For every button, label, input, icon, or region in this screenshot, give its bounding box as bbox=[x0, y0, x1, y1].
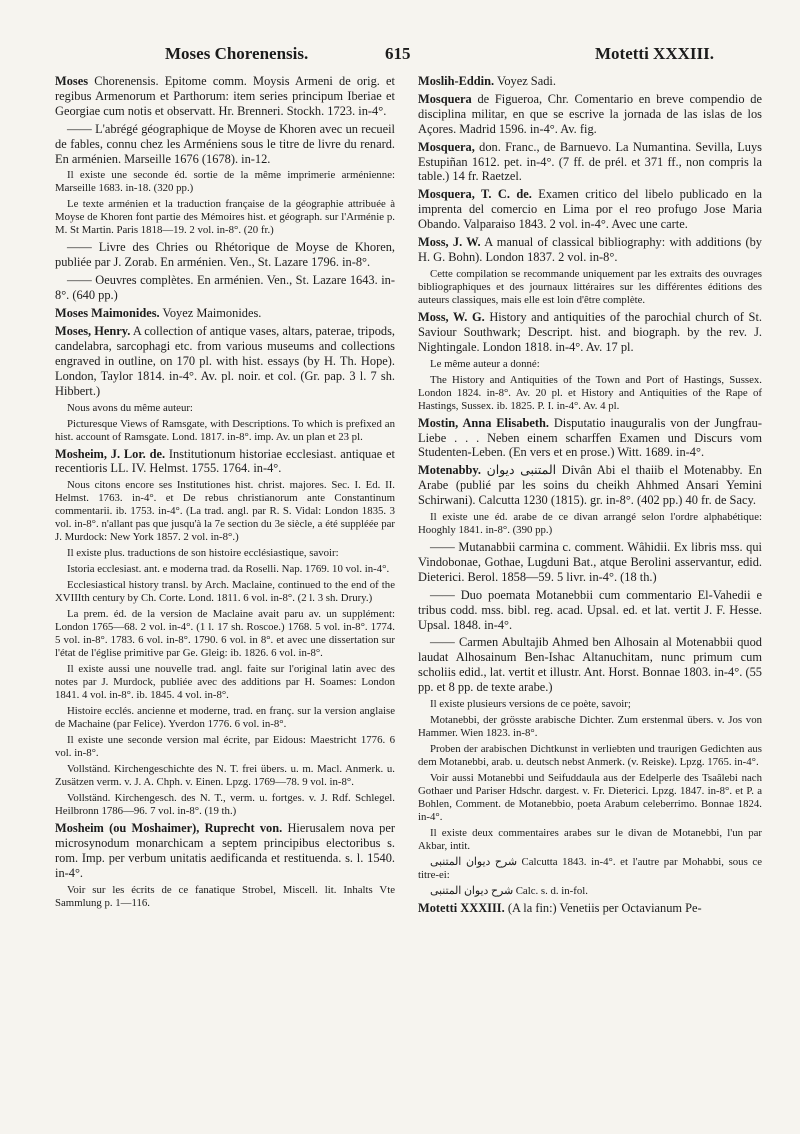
entry-note: Ecclesiastical history transl. by Arch. Maclaine, continued to the end of the XVIIIth century by Ch. Corte. Lond. 1811. 6 vol. in-8°. (2 l. 3 sh. Drury.) bbox=[55, 579, 395, 605]
bibliography-entry bbox=[55, 324, 395, 399]
entry-note: Cette compilation se recommande uniquement par les extraits des ouvrages bibliographiques et des journaux littéraires sur les différentes éditions des auteurs classiques, mais elle est loin d'être complète. bbox=[418, 267, 762, 306]
right-column bbox=[418, 74, 762, 1130]
sub-entry: —— Duo poemata Motanebbii cum commentario El-Vahedii e tribus codd. mss. bibl. reg. acad. Upsal. ed. et lat. vertit J. F. Hesse. Upsal. 1848. in-4°. bbox=[418, 587, 762, 632]
entry-note: Histoire ecclés. ancienne et moderne, trad. en franç. sur la version anglaise de Machaine (par Felice). Yverdon 1776. 6 vol. in-8°. bbox=[55, 705, 395, 731]
entry-text: History and antiquities of the parochial church of St. Saviour Southwark; Descript. hist. and biograph. by the rev. J. Nightingale. London 1818. in-4°. Av. 17 pl. bbox=[418, 309, 762, 354]
entry-text: Chorenensis. Epitome comm. Moysis Armeni de orig. et regibus Armenorum et Parthorum: item series principum Iberiae et Georgiae cum notis et observatt. Hr. Brenneri. Stockh. 1723. in-4°. bbox=[55, 74, 395, 118]
entry-note: Il existe une éd. arabe de ce divan arrangé selon l'ordre alphabétique: Hooghly 1841. in-8°. (390 pp.) bbox=[418, 511, 762, 537]
bibliography-entry bbox=[418, 187, 762, 232]
bibliography-entry bbox=[55, 74, 395, 119]
entry-text: Disputatio inauguralis von der Jungfrau-Liebe . . . Neben einem scharffen Examen und Discurs vom Studenten-Leben. (En vers et en prose.) Witt. 1689. in-4°. bbox=[418, 415, 762, 460]
entry-note: Il existe aussi une nouvelle trad. angl. faite sur l'original latin avec des notes par J. Murdock, publiée avec des additions par H. Soames: London 1841. 4 vol. in-8°. ib. 1845. 4 vol. in-8°. bbox=[55, 663, 395, 702]
entry-text: de Figueroa, Chr. Comentario en breve compendio de disciplina militar, en que se escrive la jornada de las islas de los Açores. Madrid 1596. in-4°. Av. fig. bbox=[418, 91, 762, 136]
bibliography-entry bbox=[418, 140, 762, 185]
bibliography-entry bbox=[418, 92, 762, 137]
entry-heading: Mosquera, bbox=[418, 139, 475, 154]
entry-note: Il existe une seconde version mal écrite, par Eidous: Maestricht 1776. 6 vol. in-8°. bbox=[55, 734, 395, 760]
entry-note: Proben der arabischen Dichtkunst in verliebten und traurigen Gedichten aus dem Motanebbi, arab. u. deutsch nebst Anmerk. (v. Reiske). Lpzg. 1765. in-4°. bbox=[418, 743, 762, 769]
bibliography-entry bbox=[55, 447, 395, 477]
entry-note: Le même auteur a donné: bbox=[430, 357, 540, 370]
bibliography-entry bbox=[418, 901, 762, 916]
sub-entry: —— L'abrégé géographique de Moyse de Khoren avec un recueil de fables, connu chez les Arméniens sous le titre de livre du renard. En arménien. Marseille 1676 (1678). in-12. bbox=[55, 121, 395, 166]
entry-text: Voyez Maimonides. bbox=[159, 306, 262, 321]
entry-text: A manual of classical bibliography: with additions (by H. G. Bohn). London 1837. 2 vol. in-8°. bbox=[418, 235, 762, 264]
bibliography-entry bbox=[55, 821, 395, 881]
bibliography-entry bbox=[55, 306, 395, 321]
entry-text: Voyez Sadi. bbox=[494, 74, 556, 88]
entry-note: Le texte arménien et la traduction française de la géographie attribuée à Moyse de Khoren font partie des Mémoires hist. et géograph. sur l'Arménie p. M. St Martin. Paris 1818—19. 2 vol. in-8°. (20 fr.) bbox=[55, 198, 395, 237]
entry-heading: Motetti XXXIII. bbox=[418, 901, 505, 916]
entry-note: شرح ديوان المتنبى Calcutta 1843. in-4°. et l'autre par Mohabbi, sous ce titre-ei: bbox=[418, 856, 762, 882]
sub-entry: —— Oeuvres complètes. En arménien. Ven., St. Lazare 1643. in-8°. (640 pp.) bbox=[55, 273, 395, 303]
bibliography-entry bbox=[418, 74, 762, 89]
entry-heading: Mosquera, T. C. de. bbox=[418, 187, 532, 202]
entry-text: Hierusalem nova per microsynodum monarchicam a septem principibus electoribus s. rom. Imp. per verbum unitatis aedificanda et restituenda. s. l. 1540. in-4°. bbox=[55, 821, 395, 881]
bibliography-entry bbox=[418, 310, 762, 355]
bibliography-entry bbox=[418, 416, 762, 461]
entry-heading: Moses bbox=[55, 74, 89, 88]
header-left-title: Moses Chorenensis. bbox=[165, 44, 309, 63]
entry-note: Vollständ. Kirchengesch. des N. T., verm. u. fortges. v. J. Rdf. Schlegel. Heilbronn 1786—96. 7 vol. in-8°. (19 th.) bbox=[55, 792, 395, 818]
entry-heading: Motenabby. bbox=[418, 463, 481, 478]
entry-note: Voir aussi Motanebbi und Seifuddaula aus der Edelperle des Tsaâlebi nach Gothaer und Pariser Hdschr. dargest. v. Fr. Dieterici. Lpzg. 1847. in-8°. et P. a Bohlen, Comment. de Motanebbio, poeta Arabum celeberrimo. Bonnae 1824. in-4°. bbox=[418, 772, 762, 824]
entry-note: Il existe plusieurs versions de ce poète, savoir; bbox=[430, 698, 631, 711]
header-right-title: Motetti XXXIII. bbox=[595, 44, 714, 63]
entry-heading: Mostin, Anna Elisabeth. bbox=[418, 415, 549, 430]
entry-text: المتنبى ديوان Divân Abi el thaiib el Motenabby. En Arabe (publié par les soins du cheikh Ahhmed Ansari Yemini Schirwani). Calcutta 1230 (1815). gr. in-8°. (402 pp.) 40 fr. de Sacy. bbox=[418, 463, 762, 508]
entry-note: Voir sur les écrits de ce fanatique Strobel, Miscell. lit. Inhalts Vte Sammlung p. 1—116. bbox=[55, 883, 395, 909]
entry-heading: Mosquera bbox=[418, 91, 472, 106]
entry-note: Nous citons encore ses Institutiones hist. christ. majores. Sec. I. Ed. II. Helmst. 1763. in-4°. et De rebus christianorum ante Constantinum commentarii. ib. 1753. in-4°. (La trad. angl. par R. S. Vidal: London 1835. 3 vol. in-8°. n'allant pas que jusqu'à la 7e section du 3e siècle, a été suppléée par J. Murdock: New York 1857. 2 vol. in-8°.) bbox=[55, 479, 395, 544]
entry-text: don. Franc., de Barnuevo. La Numantina. Sevilla, Luys Estupiñan 1612. pet. in-4°. (7 ff. de prél. et 371 ff., non compris la table.) 14 fr. Raetzel. bbox=[418, 139, 762, 184]
entry-text: A collection of antique vases, altars, paterae, tripods, candelabra, sarcophagi etc. from various museums and collections engraved in outline, on 170 pl. with hist. essays (by H. Th. Hope). London, Taylor 1814. in-4°. Av. pl. noir. et col. (Gr. pap. 3 l. 7 sh. Hibbert.) bbox=[55, 323, 395, 398]
entry-note: Il existe plus. traductions de son histoire ecclésiastique, savoir: bbox=[67, 547, 339, 560]
entry-note: Il existe une seconde éd. sortie de la même imprimerie arménienne: Marseille 1683. in-18. (320 pp.) bbox=[55, 169, 395, 195]
entry-note: Motanebbi, der grösste arabische Dichter. Zum erstenmal übers. v. Jos von Hammer. Wien 1823. in-8°. bbox=[418, 714, 762, 740]
entry-text: Institutionum historiae ecclesiast. antiquae et recentioris LL. IV. Helmst. 1755. 1764. in-4°. bbox=[55, 446, 395, 476]
entry-heading: Moslih-Eddin. bbox=[418, 74, 495, 88]
entry-text: (A la fin:) Venetiis per Octavianum Pe- bbox=[504, 901, 702, 916]
entry-heading: Moss, J. W. bbox=[418, 235, 481, 250]
entry-note: Picturesque Views of Ramsgate, with Descriptions. To which is prefixed an hist. account of Ramsgate. Lond. 1817. in-8°. imp. Av. un plan et 23 pl. bbox=[55, 417, 395, 443]
bibliography-entry bbox=[418, 463, 762, 508]
entry-note: شرح ديوان المتنبى Calc. s. d. in-fol. bbox=[430, 885, 588, 898]
entry-note: Istoria ecclesiast. ant. e moderna trad. da Roselli. Nap. 1769. 10 vol. in-4°. bbox=[67, 563, 390, 576]
bibliography-entry bbox=[418, 235, 762, 265]
entry-note: Vollständ. Kirchengeschichte des N. T. frei übers. u. m. Macl. Anmerk. u. Zusätzen verm. v. J. A. Chph. v. Einen. Lpzg. 1769—78. 9 vol. in-8°. bbox=[55, 763, 395, 789]
left-column bbox=[55, 74, 395, 1130]
page-number: 615 bbox=[385, 44, 411, 63]
entry-heading: Moses Maimonides. bbox=[55, 306, 160, 321]
entry-text: Examen critico del libelo publicado en la imprenta del comercio en Lima por el reo profugo Jose Maria Obando. Valparaiso 1843. 2 vol. in-4°. Avec une carte. bbox=[418, 187, 762, 232]
entry-note: Il existe deux commentaires arabes sur le divan de Motanebbi, l'un par Akbar, intit. bbox=[418, 827, 762, 853]
entry-note: La prem. éd. de la version de Maclaine avait paru av. un supplément: London 1765—68. 2 vol. in-4°. (1 l. 17 sh. Roscoe.) 1768. 5 vol. in-8°. 1774. 5 vol. in-8°. 1783. 6 vol. in-8°. 1790. 6 vol. in 8°. et avec une dissertation sur l'état de l'église primitive par Ge. Gleig: ib. 1826. 6 vol. in-8°. bbox=[55, 608, 395, 660]
sub-entry: —— Mutanabbii carmina c. comment. Wâhidii. Ex libris mss. qui Vindobonae, Gothae, Lugduni Bat., atque Berolini asservantur, edid. Dieterici. Berol. 1858—59. 5 livr. in-4°. (18 th.) bbox=[418, 540, 762, 584]
entry-note: The History and Antiquities of the Town and Port of Hastings, Sussex. London 1824. in-8°. Av. 20 pl. et History and Antiquities of the Rape of Hastings, Sussex. ib. 1825. P. I. in-4°. Av. 4 pl. bbox=[418, 373, 762, 412]
entry-note: Nous avons du même auteur: bbox=[67, 401, 193, 414]
entry-heading: Moses, Henry. bbox=[55, 323, 131, 338]
entry-heading: Moss, W. G. bbox=[418, 309, 485, 324]
sub-entry: —— Carmen Abultajib Ahmed ben Alhosain al Motenabbii quod laudat Alhosainum Ben-Ishac Altanuchitam, nunc primum cum scholiis edid., lat. vertit et illustr. Ant. Horst. Bonnae 1803. in-4°. (55 pp. et 8 pp. de texte arabe.) bbox=[418, 635, 762, 695]
entry-heading: Mosheim (ou Moshaimer), Ruprecht von. bbox=[55, 821, 283, 836]
running-header bbox=[0, 44, 800, 68]
sub-entry: —— Livre des Chries ou Rhétorique de Moyse de Khoren, publiée par J. Zorab. En arménien. Ven., St. Lazare 1796. in-8°. bbox=[55, 240, 395, 270]
entry-heading: Mosheim, J. Lor. de. bbox=[55, 446, 166, 461]
